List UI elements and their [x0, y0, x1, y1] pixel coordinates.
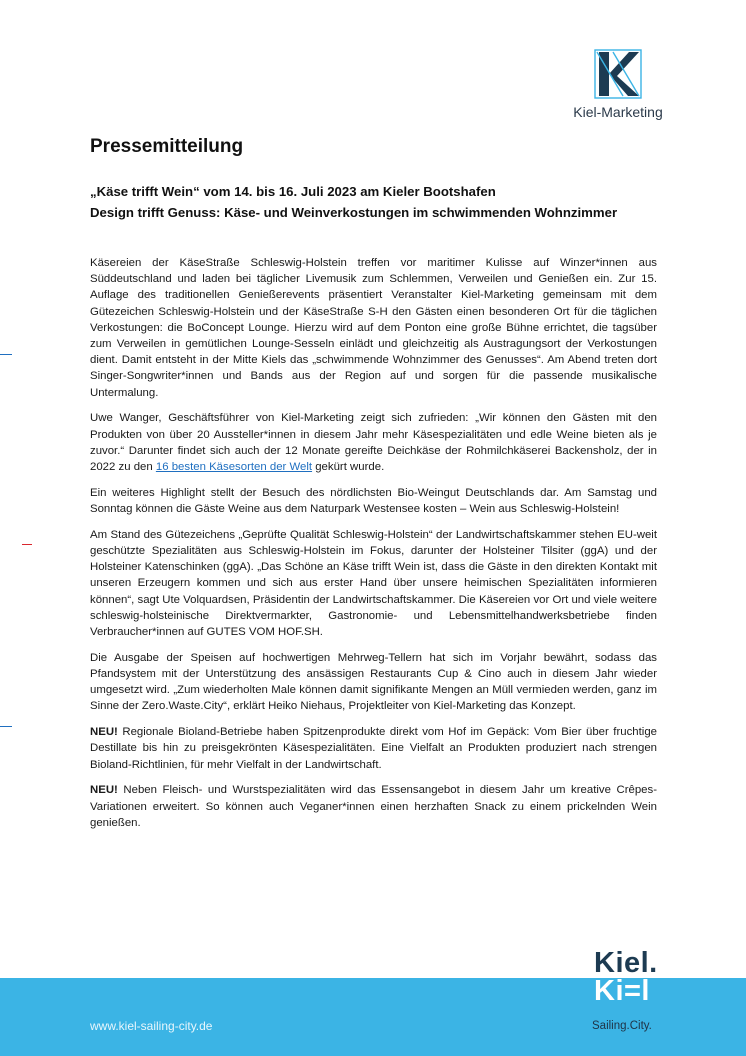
paragraph-6	[90, 724, 657, 773]
fold-mark-top	[0, 354, 12, 355]
footer-url[interactable]: www.kiel-sailing-city.de	[90, 1019, 213, 1033]
paragraph-7-text: Neben Fleisch- und Wurstspezialitäten wird das Essensangebot in diesem Jahr um kreative Crêpes-Variationen erweitert. So können auch Veganer*innen einen herzhaften Snack zu einem prickelnden Wein genießen.	[90, 784, 657, 829]
paragraph-5: Die Ausgabe der Speisen auf hochwertigen Mehrweg-Tellern hat sich im Vorjahr bewährt, sodass das Pfandsystem mit der Unterstützung des ansässigen Restaurants Cup & Cino auch in diesem Jahr wieder umgesetzt wird. „Zum wiederholten Male können damit signifikante Mengen an Müll vermieden werden, ganz im Sinne der Zero.Waste.City“, erklärt Heiko Niehaus, Projektleiter von Kiel-Marketing das Konzept.	[90, 651, 657, 713]
paragraph-4: Am Stand des Gütezeichens „Geprüfte Qualität Schleswig-Holstein“ der Landwirtschaftskammer stehen EU-weit geschützte Spezialitäten aus Schleswig-Holstein im Fokus, darunter der Holsteiner Tilsiter (ggA) und der Holsteiner Katenschinken (ggA). „Das Schöne an Käse trifft Wein ist, dass die Gäste in den direkten Kontakt mit unseren Erzeugern kommen und sich aus erster Hand über unsere heimischen Spezialitäten informieren können“, sagt Ute Volquardsen, Präsidentin der Landwirtschaftskammer. Die Käsereien vor Ort und viele weitere schleswig-holsteinische Direktvermarkter, Gastronomie- und Lebensmittelhandwerksbetriebe finden Verbraucher*innen auf GUTES VOM HOF.SH.	[90, 528, 657, 639]
new-label: NEU!	[90, 784, 118, 797]
kiel-logo-text: Kiel.	[594, 947, 658, 979]
logo-name: Kiel-Marketing	[573, 104, 663, 120]
paragraph-1: Käsereien der KäseStraße Schleswig-Holstein treffen vor maritimer Kulisse auf Winzer*innen aus Süddeutschland und laden bei täglicher Livemusik zum Schlemmen, Verweilen und Genießen ein. Zur 15. Auflage des traditionellen Genießerevents präsentiert Veranstalter Kiel-Marketing gemeinsam mit dem Gütezeichen Schleswig-Holstein und der KäseStraße S-H den Gästen einen besonderen Ort für die täglichen Verkostungen: die BoConcept Lounge. Hierzu wird auf dem Ponton eine große Bühne errichtet, die tagsüber zum Verweilen in gemütlichen Lounge-Sesseln einlädt und gleichzeitig als Austragungsort der Verkostungen dient. Damit entsteht in der Mitte Kiels das „schwimmende Wohnzimmer des Genusses“. Am Abend treten dort Singer-Songwriter*innen und Bands aus der Region auf und sorgen für die passende musikalische Untermalung.	[90, 257, 657, 399]
k-logo-icon	[593, 48, 643, 100]
punch-mark	[22, 544, 32, 545]
footer-slogan: Sailing.City.	[592, 1020, 652, 1032]
kiel-sailing-city-logo	[594, 947, 674, 1007]
fold-mark-bottom	[0, 726, 12, 727]
paragraph-6-text: Regionale Bioland-Betriebe haben Spitzenprodukte direkt vom Hof im Gepäck: Vom Bier über fruchtige Destillate bis hin zu preisgekrönten Käsespezialitäten. Eine Vielfalt an Produkten produziert nach strengen Bioland-Richtlinien, für mehr Vielfalt in der Landwirtschaft.	[90, 726, 657, 771]
paragraph-7	[90, 782, 657, 831]
paragraph-2-end: gekürt wurde.	[312, 461, 385, 474]
press-release-body	[90, 255, 657, 841]
kiel-logo-mirror: Ki=l	[594, 975, 650, 1007]
paragraph-3: Ein weiteres Highlight stellt der Besuch des nördlichsten Bio-Weingut Deutschlands dar. Am Samstag und Sonntag können die Gäste Weine aus dem Naturpark Westensee kosten – Wein aus Schleswig-Holstein!	[90, 486, 657, 516]
new-label: NEU!	[90, 726, 118, 739]
subhead-line-2: Design trifft Genuss: Käse- und Weinverkostungen im schwimmenden Wohnzimmer	[90, 205, 618, 220]
page-title: Pressemitteilung	[90, 136, 244, 157]
subhead-line-1: „Käse trifft Wein“ vom 14. bis 16. Juli 2023 am Kieler Bootshafen	[90, 184, 496, 199]
subheadline	[90, 181, 710, 223]
paragraph-2-text: Uwe Wanger, Geschäftsführer von Kiel-Marketing zeigt sich zufrieden: „Wir können den Gästen mit den Produkten von über 20 Aussteller*innen in diesem Jahr mehr Käsespezialitäten und edle Weine bieten als je zuvor.“ Darunter findet sich auch der 12 Monate gereifte Deichkäse der Rohmilchkäserei Backensholz, der in 2022 zu den	[90, 412, 657, 474]
kiel-marketing-logo	[562, 48, 674, 120]
paragraph-2	[90, 410, 657, 475]
cheese-ranking-link[interactable]: 16 besten Käsesorten der Welt	[155, 461, 313, 474]
